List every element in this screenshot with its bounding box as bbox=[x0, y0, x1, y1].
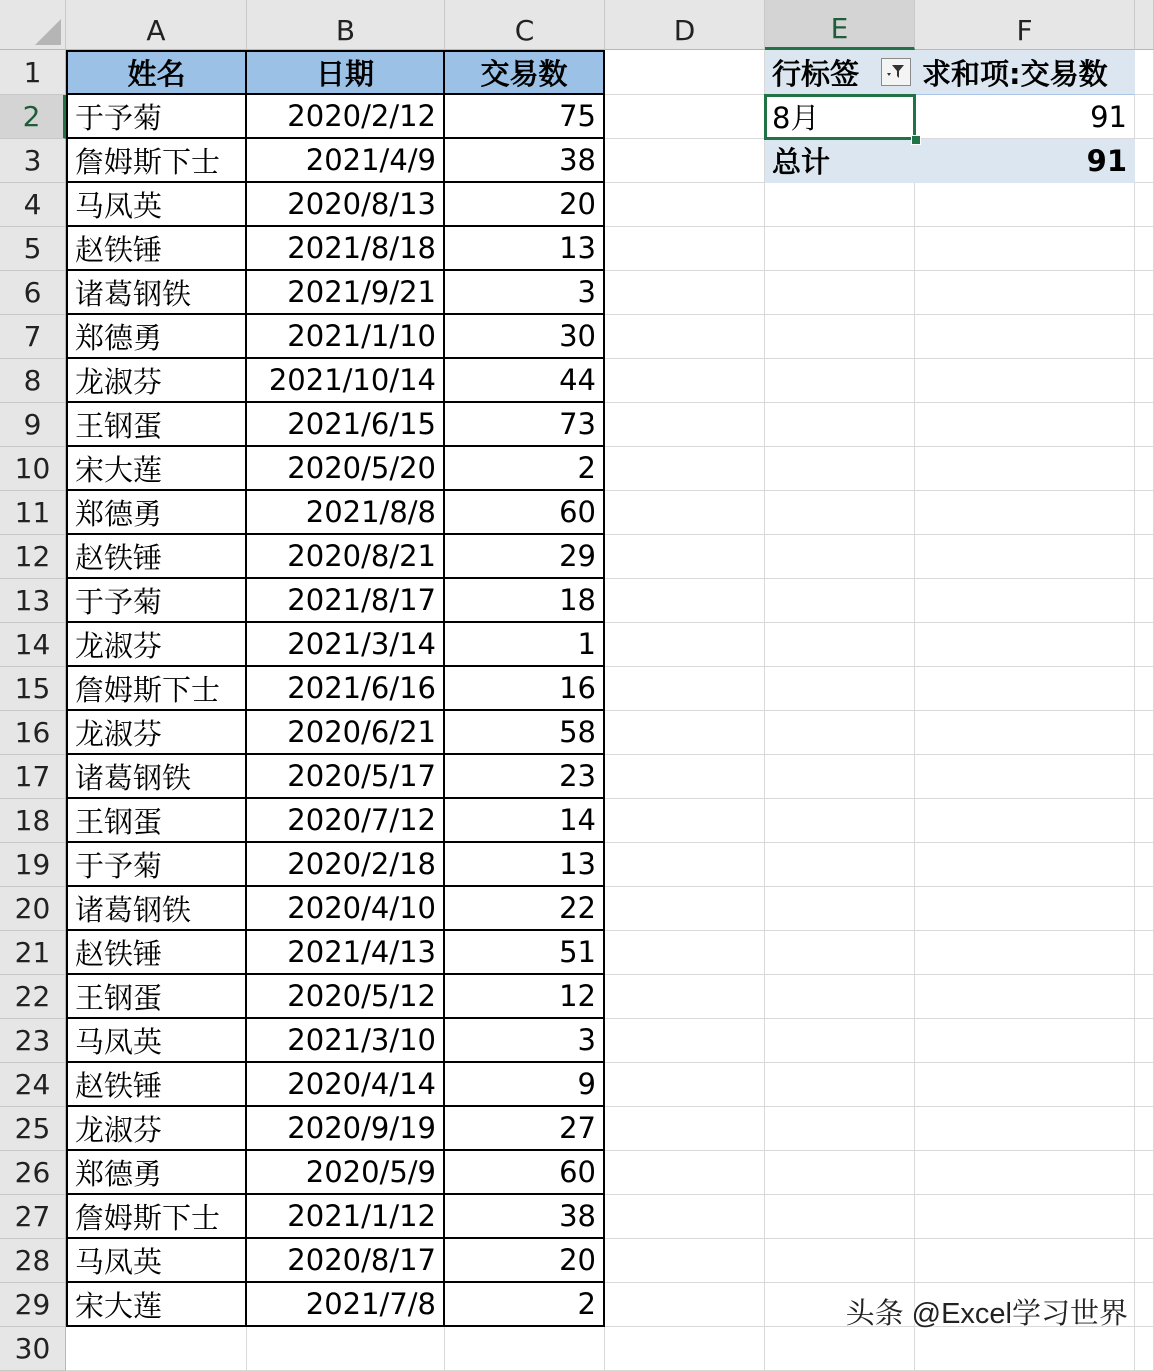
cell[interactable] bbox=[765, 755, 915, 799]
cell[interactable] bbox=[605, 447, 765, 491]
name-cell[interactable]: 詹姆斯下士 bbox=[66, 1195, 247, 1239]
row-header-4[interactable]: 4 bbox=[0, 183, 66, 227]
date-cell[interactable]: 2020/6/21 bbox=[247, 711, 445, 755]
cell[interactable] bbox=[1135, 579, 1154, 623]
cell[interactable] bbox=[915, 271, 1135, 315]
cell[interactable] bbox=[605, 887, 765, 931]
date-cell[interactable]: 2021/8/18 bbox=[247, 227, 445, 271]
cell[interactable] bbox=[765, 623, 915, 667]
date-cell[interactable]: 2020/4/10 bbox=[247, 887, 445, 931]
cell[interactable] bbox=[605, 227, 765, 271]
cell[interactable] bbox=[1135, 447, 1154, 491]
cell[interactable] bbox=[1135, 711, 1154, 755]
date-cell[interactable]: 2020/5/9 bbox=[247, 1151, 445, 1195]
count-cell[interactable]: 16 bbox=[445, 667, 605, 711]
cell[interactable] bbox=[915, 975, 1135, 1019]
column-header-g[interactable] bbox=[1135, 0, 1154, 50]
cell[interactable] bbox=[915, 1019, 1135, 1063]
name-cell[interactable]: 赵铁锤 bbox=[66, 227, 247, 271]
cell[interactable] bbox=[765, 183, 915, 227]
row-header-2[interactable]: 2 bbox=[0, 95, 66, 139]
date-cell[interactable]: 2021/1/10 bbox=[247, 315, 445, 359]
cell[interactable] bbox=[915, 315, 1135, 359]
name-cell[interactable]: 于予菊 bbox=[66, 95, 247, 139]
cell[interactable] bbox=[765, 799, 915, 843]
date-cell[interactable]: 2021/8/17 bbox=[247, 579, 445, 623]
cell[interactable] bbox=[915, 931, 1135, 975]
cell[interactable] bbox=[1135, 1239, 1154, 1283]
row-header-15[interactable]: 15 bbox=[0, 667, 66, 711]
date-cell[interactable]: 2021/3/14 bbox=[247, 623, 445, 667]
header-cell[interactable]: 姓名 bbox=[66, 50, 247, 95]
date-cell[interactable]: 2020/2/12 bbox=[247, 95, 445, 139]
cell[interactable] bbox=[915, 403, 1135, 447]
cell[interactable] bbox=[765, 491, 915, 535]
count-cell[interactable]: 44 bbox=[445, 359, 605, 403]
cell[interactable] bbox=[765, 1151, 915, 1195]
cell[interactable] bbox=[765, 579, 915, 623]
cell[interactable] bbox=[605, 1107, 765, 1151]
pivot-value-header[interactable]: 求和项:交易数 bbox=[915, 50, 1135, 95]
date-cell[interactable]: 2020/4/14 bbox=[247, 1063, 445, 1107]
cell[interactable] bbox=[915, 887, 1135, 931]
date-cell[interactable]: 2020/7/12 bbox=[247, 799, 445, 843]
date-cell[interactable]: 2020/2/18 bbox=[247, 843, 445, 887]
cell[interactable] bbox=[915, 711, 1135, 755]
name-cell[interactable]: 王钢蛋 bbox=[66, 799, 247, 843]
cell[interactable] bbox=[605, 1283, 765, 1327]
row-header-26[interactable]: 26 bbox=[0, 1151, 66, 1195]
date-cell[interactable]: 2021/6/16 bbox=[247, 667, 445, 711]
row-header-16[interactable]: 16 bbox=[0, 711, 66, 755]
cell[interactable] bbox=[915, 667, 1135, 711]
column-header-b[interactable]: B bbox=[247, 0, 445, 50]
cell[interactable] bbox=[1135, 359, 1154, 403]
cell[interactable] bbox=[765, 887, 915, 931]
date-cell[interactable]: 2021/8/8 bbox=[247, 491, 445, 535]
date-cell[interactable]: 2020/5/17 bbox=[247, 755, 445, 799]
row-header-11[interactable]: 11 bbox=[0, 491, 66, 535]
name-cell[interactable]: 诸葛钢铁 bbox=[66, 755, 247, 799]
name-cell[interactable]: 龙淑芬 bbox=[66, 711, 247, 755]
cell[interactable] bbox=[765, 667, 915, 711]
cell[interactable] bbox=[1135, 491, 1154, 535]
row-header-28[interactable]: 28 bbox=[0, 1239, 66, 1283]
cell[interactable] bbox=[915, 1195, 1135, 1239]
count-cell[interactable]: 13 bbox=[445, 227, 605, 271]
cell[interactable] bbox=[1135, 1019, 1154, 1063]
row-header-5[interactable]: 5 bbox=[0, 227, 66, 271]
cell[interactable] bbox=[605, 1151, 765, 1195]
count-cell[interactable]: 30 bbox=[445, 315, 605, 359]
cell[interactable] bbox=[1135, 139, 1154, 183]
date-cell[interactable]: 2021/7/8 bbox=[247, 1283, 445, 1327]
count-cell[interactable]: 73 bbox=[445, 403, 605, 447]
row-header-8[interactable]: 8 bbox=[0, 359, 66, 403]
cell[interactable] bbox=[1135, 799, 1154, 843]
pivot-row-value[interactable]: 91 bbox=[915, 95, 1135, 139]
row-header-7[interactable]: 7 bbox=[0, 315, 66, 359]
cell[interactable] bbox=[915, 1063, 1135, 1107]
name-cell[interactable]: 詹姆斯下士 bbox=[66, 667, 247, 711]
date-cell[interactable]: 2021/6/15 bbox=[247, 403, 445, 447]
count-cell[interactable]: 14 bbox=[445, 799, 605, 843]
name-cell[interactable]: 龙淑芬 bbox=[66, 1107, 247, 1151]
row-header-21[interactable]: 21 bbox=[0, 931, 66, 975]
name-cell[interactable]: 龙淑芬 bbox=[66, 359, 247, 403]
row-header-13[interactable]: 13 bbox=[0, 579, 66, 623]
name-cell[interactable]: 马凤英 bbox=[66, 1239, 247, 1283]
date-cell[interactable]: 2020/5/20 bbox=[247, 447, 445, 491]
column-header-c[interactable]: C bbox=[445, 0, 605, 50]
cell[interactable] bbox=[915, 799, 1135, 843]
name-cell[interactable]: 王钢蛋 bbox=[66, 403, 247, 447]
cell[interactable] bbox=[765, 1019, 915, 1063]
cell[interactable] bbox=[605, 535, 765, 579]
cell[interactable] bbox=[915, 183, 1135, 227]
cell[interactable] bbox=[605, 50, 765, 95]
select-all-button[interactable] bbox=[0, 0, 66, 50]
cell[interactable] bbox=[605, 1063, 765, 1107]
cell[interactable] bbox=[605, 755, 765, 799]
count-cell[interactable]: 38 bbox=[445, 139, 605, 183]
cell[interactable] bbox=[915, 1107, 1135, 1151]
cell[interactable] bbox=[1135, 755, 1154, 799]
cell[interactable] bbox=[915, 359, 1135, 403]
cell[interactable] bbox=[765, 1327, 915, 1371]
cell[interactable] bbox=[605, 975, 765, 1019]
cell[interactable] bbox=[605, 139, 765, 183]
row-header-18[interactable]: 18 bbox=[0, 799, 66, 843]
watermark: 头条 @Excel学习世界 bbox=[845, 1298, 1128, 1330]
count-cell[interactable]: 58 bbox=[445, 711, 605, 755]
cell[interactable] bbox=[765, 1063, 915, 1107]
cell[interactable] bbox=[1135, 183, 1154, 227]
date-cell[interactable]: 2020/8/21 bbox=[247, 535, 445, 579]
count-cell[interactable]: 20 bbox=[445, 1239, 605, 1283]
cell[interactable] bbox=[1135, 843, 1154, 887]
name-cell[interactable]: 宋大莲 bbox=[66, 447, 247, 491]
count-cell[interactable]: 12 bbox=[445, 975, 605, 1019]
cell[interactable] bbox=[765, 1195, 915, 1239]
cell[interactable] bbox=[915, 227, 1135, 271]
cell[interactable] bbox=[605, 667, 765, 711]
column-header-d[interactable]: D bbox=[605, 0, 765, 50]
name-cell[interactable]: 郑德勇 bbox=[66, 491, 247, 535]
header-cell[interactable]: 日期 bbox=[247, 50, 445, 95]
row-header-6[interactable]: 6 bbox=[0, 271, 66, 315]
header-cell[interactable]: 交易数 bbox=[445, 50, 605, 95]
row-header-14[interactable]: 14 bbox=[0, 623, 66, 667]
cell[interactable] bbox=[605, 315, 765, 359]
cell[interactable] bbox=[605, 1019, 765, 1063]
count-cell[interactable]: 18 bbox=[445, 579, 605, 623]
cell[interactable] bbox=[915, 1327, 1135, 1371]
name-cell[interactable]: 马凤英 bbox=[66, 183, 247, 227]
cell[interactable] bbox=[915, 579, 1135, 623]
count-cell[interactable]: 3 bbox=[445, 1019, 605, 1063]
cell[interactable] bbox=[915, 755, 1135, 799]
cell[interactable] bbox=[765, 227, 915, 271]
count-cell[interactable]: 2 bbox=[445, 447, 605, 491]
cell[interactable] bbox=[1135, 1107, 1154, 1151]
row-header-19[interactable]: 19 bbox=[0, 843, 66, 887]
column-header-f[interactable]: F bbox=[915, 0, 1135, 50]
count-cell[interactable]: 20 bbox=[445, 183, 605, 227]
name-cell[interactable]: 赵铁锤 bbox=[66, 931, 247, 975]
cell[interactable] bbox=[1135, 1063, 1154, 1107]
cell[interactable] bbox=[1135, 931, 1154, 975]
name-cell[interactable]: 于予菊 bbox=[66, 843, 247, 887]
cell[interactable] bbox=[915, 491, 1135, 535]
row-header-29[interactable]: 29 bbox=[0, 1283, 66, 1327]
date-cell[interactable]: 2021/3/10 bbox=[247, 1019, 445, 1063]
cell[interactable] bbox=[605, 271, 765, 315]
cell[interactable] bbox=[605, 711, 765, 755]
cell[interactable] bbox=[1135, 315, 1154, 359]
count-cell[interactable]: 29 bbox=[445, 535, 605, 579]
cell[interactable] bbox=[605, 1195, 765, 1239]
cell[interactable] bbox=[1135, 1283, 1154, 1327]
cell[interactable] bbox=[1135, 227, 1154, 271]
cell[interactable] bbox=[765, 535, 915, 579]
date-cell[interactable]: 2020/8/13 bbox=[247, 183, 445, 227]
row-header-30[interactable]: 30 bbox=[0, 1327, 66, 1371]
cell[interactable] bbox=[1135, 623, 1154, 667]
name-cell[interactable]: 詹姆斯下士 bbox=[66, 139, 247, 183]
date-cell[interactable]: 2021/10/14 bbox=[247, 359, 445, 403]
date-cell[interactable]: 2020/5/12 bbox=[247, 975, 445, 1019]
cell[interactable] bbox=[1135, 887, 1154, 931]
cell[interactable] bbox=[915, 1151, 1135, 1195]
row-header-17[interactable]: 17 bbox=[0, 755, 66, 799]
name-cell[interactable]: 郑德勇 bbox=[66, 1151, 247, 1195]
pivot-row-item[interactable]: 8月 bbox=[765, 95, 915, 139]
row-header-12[interactable]: 12 bbox=[0, 535, 66, 579]
cell[interactable] bbox=[1135, 667, 1154, 711]
name-cell[interactable]: 赵铁锤 bbox=[66, 1063, 247, 1107]
row-header-20[interactable]: 20 bbox=[0, 887, 66, 931]
count-cell[interactable]: 9 bbox=[445, 1063, 605, 1107]
cell[interactable] bbox=[1135, 1195, 1154, 1239]
cell[interactable] bbox=[1135, 535, 1154, 579]
count-cell[interactable]: 51 bbox=[445, 931, 605, 975]
date-cell[interactable]: 2021/4/13 bbox=[247, 931, 445, 975]
row-header-25[interactable]: 25 bbox=[0, 1107, 66, 1151]
name-cell[interactable]: 赵铁锤 bbox=[66, 535, 247, 579]
row-header-23[interactable]: 23 bbox=[0, 1019, 66, 1063]
cell[interactable] bbox=[915, 447, 1135, 491]
row-header-22[interactable]: 22 bbox=[0, 975, 66, 1019]
cell[interactable] bbox=[765, 1107, 915, 1151]
cell[interactable] bbox=[765, 271, 915, 315]
name-cell[interactable]: 诸葛钢铁 bbox=[66, 271, 247, 315]
count-cell[interactable]: 75 bbox=[445, 95, 605, 139]
cell[interactable] bbox=[66, 1327, 247, 1371]
pivot-grand-total-value[interactable]: 91 bbox=[915, 139, 1135, 183]
column-header-a[interactable]: A bbox=[66, 0, 247, 50]
cell[interactable] bbox=[605, 359, 765, 403]
row-header-24[interactable]: 24 bbox=[0, 1063, 66, 1107]
cell[interactable] bbox=[605, 579, 765, 623]
name-cell[interactable]: 王钢蛋 bbox=[66, 975, 247, 1019]
cell[interactable] bbox=[605, 931, 765, 975]
cell[interactable] bbox=[765, 843, 915, 887]
cell[interactable] bbox=[765, 447, 915, 491]
cell[interactable] bbox=[765, 931, 915, 975]
cell[interactable] bbox=[1135, 403, 1154, 447]
cell[interactable] bbox=[765, 359, 915, 403]
date-cell[interactable]: 2021/4/9 bbox=[247, 139, 445, 183]
cell[interactable] bbox=[605, 183, 765, 227]
row-header-3[interactable]: 3 bbox=[0, 139, 66, 183]
column-header-e[interactable]: E bbox=[765, 0, 915, 50]
cell[interactable] bbox=[1135, 50, 1154, 95]
cell[interactable] bbox=[1135, 975, 1154, 1019]
cell[interactable] bbox=[765, 403, 915, 447]
name-cell[interactable]: 于予菊 bbox=[66, 579, 247, 623]
name-cell[interactable]: 诸葛钢铁 bbox=[66, 887, 247, 931]
count-cell[interactable]: 3 bbox=[445, 271, 605, 315]
count-cell[interactable]: 2 bbox=[445, 1283, 605, 1327]
cell[interactable] bbox=[605, 95, 765, 139]
date-cell[interactable]: 2020/9/19 bbox=[247, 1107, 445, 1151]
cell[interactable] bbox=[605, 491, 765, 535]
count-cell[interactable]: 13 bbox=[445, 843, 605, 887]
cell[interactable] bbox=[247, 1327, 445, 1371]
filter-dropdown-button[interactable] bbox=[881, 58, 911, 86]
cell[interactable] bbox=[765, 315, 915, 359]
cell[interactable] bbox=[605, 403, 765, 447]
row-header-9[interactable]: 9 bbox=[0, 403, 66, 447]
cell[interactable] bbox=[1135, 1151, 1154, 1195]
row-header-1[interactable]: 1 bbox=[0, 50, 66, 95]
cell[interactable] bbox=[1135, 95, 1154, 139]
cell[interactable] bbox=[605, 623, 765, 667]
cell[interactable] bbox=[605, 799, 765, 843]
date-cell[interactable]: 2021/9/21 bbox=[247, 271, 445, 315]
count-cell[interactable]: 1 bbox=[445, 623, 605, 667]
row-header-10[interactable]: 10 bbox=[0, 447, 66, 491]
cell[interactable] bbox=[605, 1327, 765, 1371]
date-cell[interactable]: 2020/8/17 bbox=[247, 1239, 445, 1283]
count-cell[interactable]: 60 bbox=[445, 491, 605, 535]
name-cell[interactable]: 郑德勇 bbox=[66, 315, 247, 359]
cell[interactable] bbox=[605, 1239, 765, 1283]
select-all-triangle-icon bbox=[35, 19, 61, 45]
fill-handle[interactable] bbox=[911, 135, 921, 145]
count-cell[interactable]: 27 bbox=[445, 1107, 605, 1151]
cell[interactable] bbox=[1135, 271, 1154, 315]
count-cell[interactable]: 23 bbox=[445, 755, 605, 799]
count-cell[interactable]: 38 bbox=[445, 1195, 605, 1239]
name-cell[interactable]: 龙淑芬 bbox=[66, 623, 247, 667]
count-cell[interactable]: 22 bbox=[445, 887, 605, 931]
cell[interactable] bbox=[445, 1327, 605, 1371]
row-header-27[interactable]: 27 bbox=[0, 1195, 66, 1239]
cell[interactable] bbox=[765, 1239, 915, 1283]
filter-dropdown-icon bbox=[886, 63, 906, 81]
cell[interactable] bbox=[915, 843, 1135, 887]
cell[interactable] bbox=[915, 535, 1135, 579]
name-cell[interactable]: 宋大莲 bbox=[66, 1283, 247, 1327]
cell[interactable] bbox=[605, 843, 765, 887]
date-cell[interactable]: 2021/1/12 bbox=[247, 1195, 445, 1239]
cell[interactable] bbox=[1135, 1327, 1154, 1371]
name-cell[interactable]: 马凤英 bbox=[66, 1019, 247, 1063]
count-cell[interactable]: 60 bbox=[445, 1151, 605, 1195]
pivot-row-label-header[interactable]: 行标签 bbox=[765, 50, 915, 95]
cell[interactable] bbox=[765, 711, 915, 755]
pivot-grand-total-label[interactable]: 总计 bbox=[765, 139, 915, 183]
cell[interactable] bbox=[915, 623, 1135, 667]
cell[interactable] bbox=[765, 975, 915, 1019]
cell[interactable] bbox=[915, 1239, 1135, 1283]
